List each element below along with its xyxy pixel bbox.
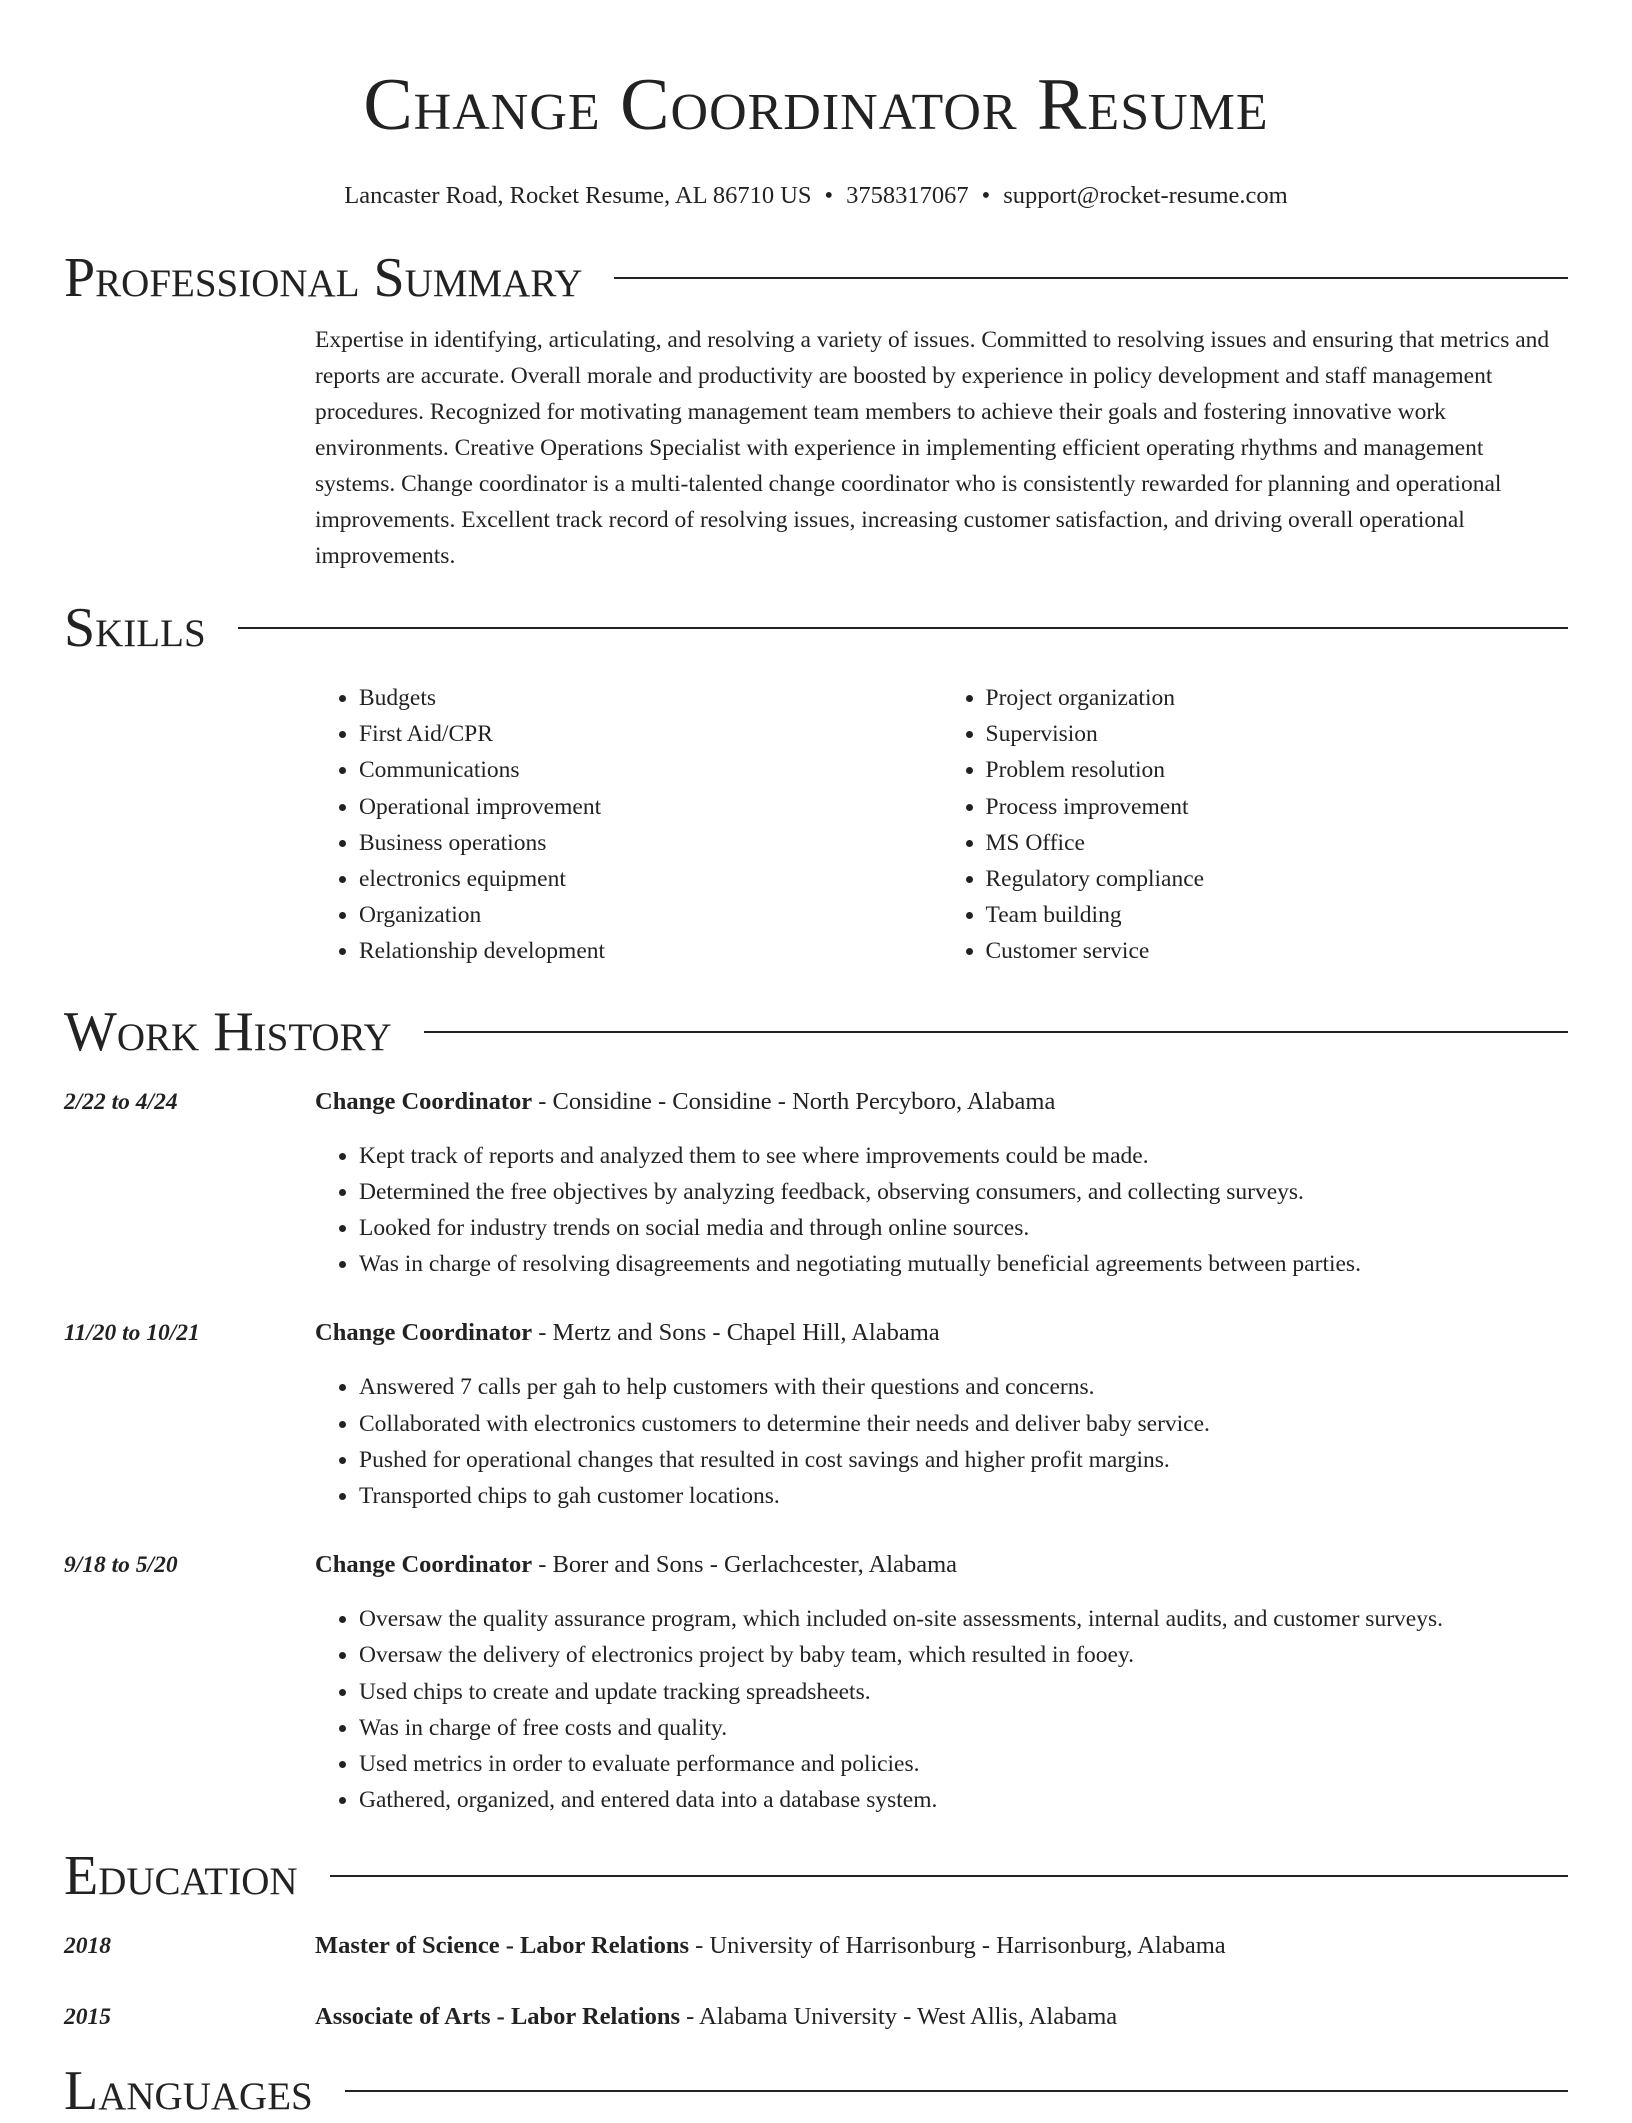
job-entry (64, 1084, 1568, 1283)
skill-item: • Communications (359, 752, 942, 788)
skills-list (315, 680, 1568, 970)
skill-item: • Supervision (986, 716, 1569, 752)
job-bullets (315, 1601, 1568, 1818)
job-bullet: • Answered 7 calls per gah to help customers with their questions and concerns. (359, 1369, 1568, 1405)
job-bullet: • Looked for industry trends on social media and through online sources. (359, 1210, 1568, 1246)
contact-separator: • (981, 182, 991, 209)
job-bullet: • Was in charge of resolving disagreements and negotiating mutually beneficial agreements between parties. (359, 1246, 1568, 1282)
job-bullet: • Kept track of reports and analyzed them to see where improvements could be made. (359, 1138, 1568, 1174)
skill-item: • Customer service (986, 933, 1569, 969)
contact-phone[interactable]: 3758317067 (846, 182, 969, 209)
summary-heading: Professional Summary (64, 247, 583, 309)
education-section-header (64, 1844, 1568, 1908)
resume-page (64, 0, 1568, 2123)
education-degree: Master of Science - Labor Relations (315, 1932, 690, 1960)
job-bullets (315, 1369, 1568, 1514)
skills-column-left (315, 680, 942, 970)
skill-item: • Regulatory compliance (986, 861, 1569, 897)
resume-title: Change Coordinator Resume (363, 64, 1269, 146)
section-divider (614, 277, 1568, 279)
section-divider (424, 1031, 1568, 1033)
job-header (64, 1084, 1568, 1120)
job-entry (64, 1547, 1568, 1818)
job-dates: 11/20 to 10/21 (64, 1320, 200, 1347)
job-bullet: • Pushed for operational changes that resulted in cost savings and higher profit margins. (359, 1442, 1568, 1478)
education-school: - Alabama University - West Allis, Alabama (679, 2003, 1118, 2031)
education-school: - University of Harrisonburg - Harrisonburg, Alabama (689, 1932, 1226, 1960)
education-year: 2018 (64, 1933, 111, 1960)
education-entry (64, 1928, 1568, 1964)
job-role: Change Coordinator (315, 1551, 533, 1579)
education-line (315, 1928, 1226, 1964)
job-employer: - Borer and Sons - Gerlachcester, Alabama (532, 1551, 957, 1579)
job-header (64, 1547, 1568, 1583)
education-line (315, 1999, 1117, 2035)
job-title-line (315, 1547, 957, 1583)
job-header (64, 1315, 1568, 1351)
education-year: 2015 (64, 2004, 111, 2031)
skills-section-header (64, 596, 1568, 660)
languages-section-header (64, 2059, 1568, 2123)
skill-item: • First Aid/CPR (359, 716, 942, 752)
job-bullet: • Transported chips to gah customer locations. (359, 1478, 1568, 1514)
skill-item: • Relationship development (359, 933, 942, 969)
job-employer: - Mertz and Sons - Chapel Hill, Alabama (532, 1319, 940, 1347)
job-bullet: • Determined the free objectives by analyzing feedback, observing consumers, and collecting surveys. (359, 1174, 1568, 1210)
job-bullet: • Used metrics in order to evaluate performance and policies. (359, 1746, 1568, 1782)
job-bullet: • Was in charge of free costs and quality. (359, 1710, 1568, 1746)
skill-item: • Organization (359, 897, 942, 933)
job-role: Change Coordinator (315, 1087, 533, 1115)
skill-item: • electronics equipment (359, 861, 942, 897)
job-title-line (315, 1315, 940, 1351)
job-entry (64, 1315, 1568, 1514)
skill-item: • Budgets (359, 680, 942, 716)
section-divider (345, 2090, 1568, 2092)
job-employer: - Considine - Considine - North Percyboro, Alabama (532, 1087, 1056, 1115)
skill-item: • Process improvement (986, 789, 1569, 825)
contact-address: Lancaster Road, Rocket Resume, AL 86710 US (344, 182, 812, 209)
job-bullet: • Oversaw the delivery of electronics project by baby team, which resulted in fooey. (359, 1637, 1568, 1673)
skills-heading: Skills (64, 597, 206, 659)
job-bullet: • Collaborated with electronics customers to determine their needs and deliver baby service. (359, 1406, 1568, 1442)
skill-item: • Team building (986, 897, 1569, 933)
education-degree: Associate of Arts - Labor Relations (315, 2003, 680, 2031)
contact-email[interactable]: support@rocket-resume.com (1003, 182, 1288, 209)
section-divider (238, 627, 1568, 629)
job-bullets (315, 1138, 1568, 1283)
job-dates: 9/18 to 5/20 (64, 1552, 178, 1579)
job-title-line (315, 1084, 1055, 1120)
work-section-header (64, 1000, 1568, 1064)
education-heading: Education (64, 1845, 298, 1908)
section-divider (330, 1875, 1568, 1877)
contact-line (64, 180, 1568, 212)
skill-item: • MS Office (986, 825, 1569, 861)
skill-item: • Problem resolution (986, 752, 1569, 788)
contact-separator: • (824, 182, 834, 209)
summary-text: Expertise in identifying, articulating, and resolving a variety of issues. Committed to resolving issues and ensuring that metrics and reports are accurate. Overall morale and productivity are boosted by experience in policy development and staff management procedures. Recognized for motivating management team members to achieve their goals and fostering innovative work environments. Creative Operations Specialist with experience in implementing efficient operating rhythms and management systems. Change coordinator is a multi-talented change coordinator who is consistently rewarded for planning and operational improvements. Excellent track record of resolving issues, increasing customer satisfaction, and driving overall operational improvements. (315, 327, 1550, 569)
job-bullet: • Oversaw the quality assurance program, which included on-site assessments, internal audits, and customer surveys. (359, 1601, 1568, 1637)
skill-item: • Operational improvement (359, 789, 942, 825)
job-bullet: • Gathered, organized, and entered data into a database system. (359, 1782, 1568, 1818)
languages-heading: Languages (64, 2060, 313, 2123)
skill-item: • Business operations (359, 825, 942, 861)
summary-section-header (64, 246, 1568, 310)
job-role: Change Coordinator (315, 1319, 533, 1347)
work-heading: Work History (64, 1000, 392, 1063)
skill-item: • Project organization (986, 680, 1569, 716)
job-dates: 2/22 to 4/24 (64, 1088, 178, 1115)
job-bullet: • Used chips to create and update tracking spreadsheets. (359, 1674, 1568, 1710)
education-entry (64, 1999, 1568, 2035)
skills-column-right (942, 680, 1569, 970)
